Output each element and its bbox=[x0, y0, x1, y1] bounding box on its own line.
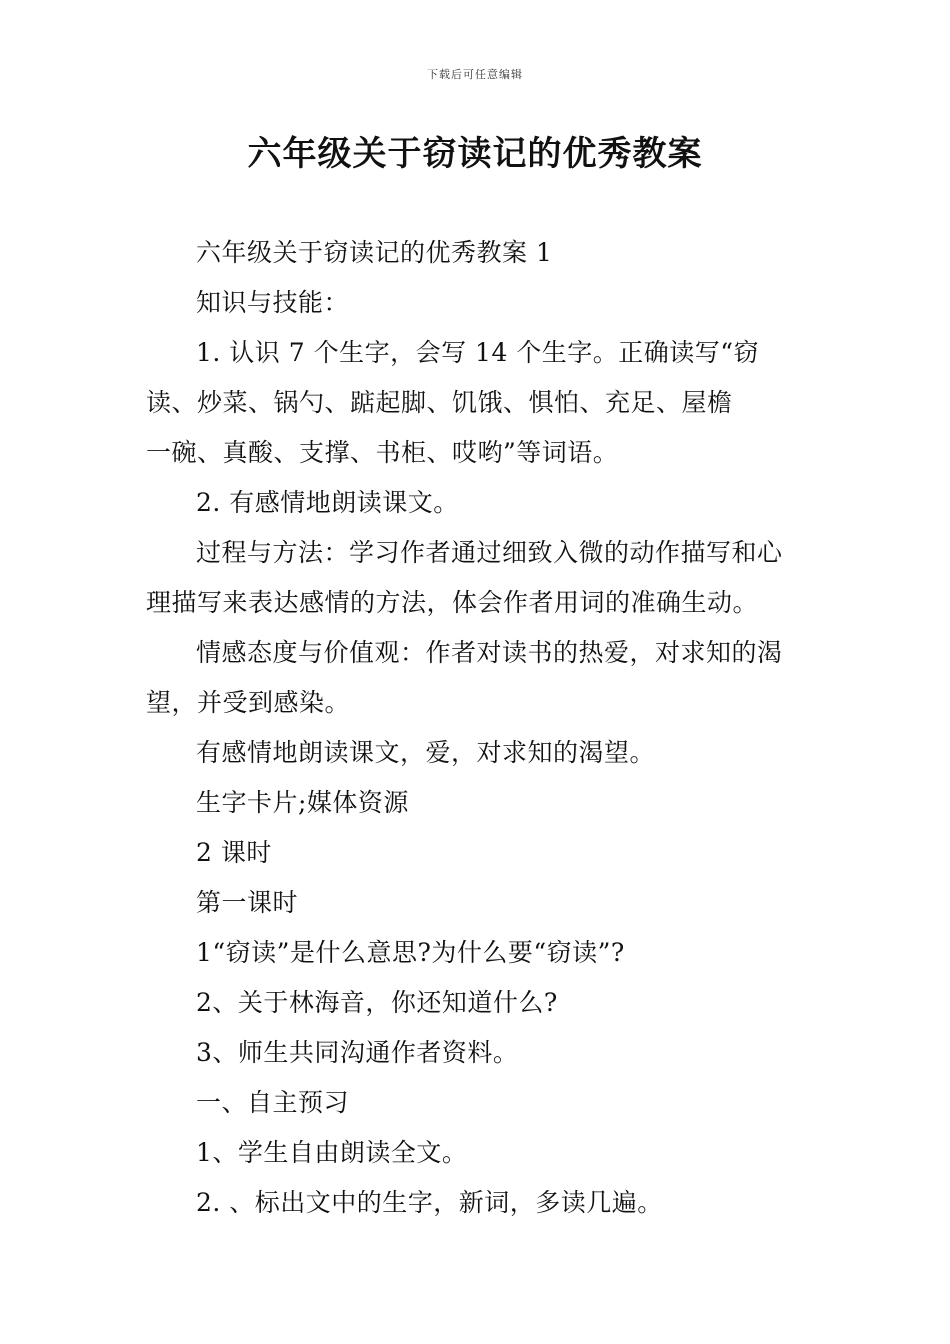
paragraph-materials: 生字卡片;媒体资源 bbox=[196, 788, 409, 817]
paragraph-section-heading: 六年级关于窃读记的优秀教案 1 bbox=[196, 238, 553, 267]
paragraph-key-point: 有感情地朗读课文，爱，对求知的渴望。 bbox=[196, 738, 656, 767]
paragraph-question-2: 2、关于林海音，你还知道什么? bbox=[196, 988, 558, 1017]
paragraph-question-1: 1“窃读”是什么意思?为什么要“窃读”? bbox=[196, 938, 625, 967]
paragraph-step-1: 1、学生自由朗读全文。 bbox=[196, 1138, 468, 1167]
paragraph-objective-2: 2. 有感情地朗读课文。 bbox=[196, 488, 459, 517]
paragraph-lesson-one: 第一课时 bbox=[196, 888, 299, 917]
paragraph-emotion-values: 情感态度与价值观：作者对读书的热爱，对求知的渴 望，并受到感染。 bbox=[146, 638, 783, 717]
paragraph-question-3: 3、师生共同沟通作者资料。 bbox=[196, 1038, 519, 1067]
paragraph-process-method: 过程与方法：学习作者通过细致入微的动作描写和心 理描写来表达感情的方法，体会作者用词的准确生动。 bbox=[146, 538, 783, 617]
paragraph-objective-1: 1. 认识 7 个生字，会写 14 个生字。正确读写“窃 读、炒菜、锅勺、踮起脚、饥饿、惧怕、充足、屋檐 一碗、真酸、支撑、书柜、哎哟”等词语。 bbox=[146, 338, 760, 467]
page-header-note: 下载后可任意编辑 bbox=[427, 68, 523, 81]
paragraph-duration: 2 课时 bbox=[196, 838, 272, 867]
document-title: 六年级关于窃读记的优秀教案 bbox=[247, 134, 703, 174]
paragraph-step-2: 2. 、标出文中的生字，新词，多读几遍。 bbox=[196, 1188, 663, 1217]
paragraph-knowledge-skills-label: 知识与技能： bbox=[196, 288, 350, 317]
paragraph-self-preview: 一、自主预习 bbox=[196, 1088, 350, 1117]
document-body bbox=[146, 228, 808, 1228]
